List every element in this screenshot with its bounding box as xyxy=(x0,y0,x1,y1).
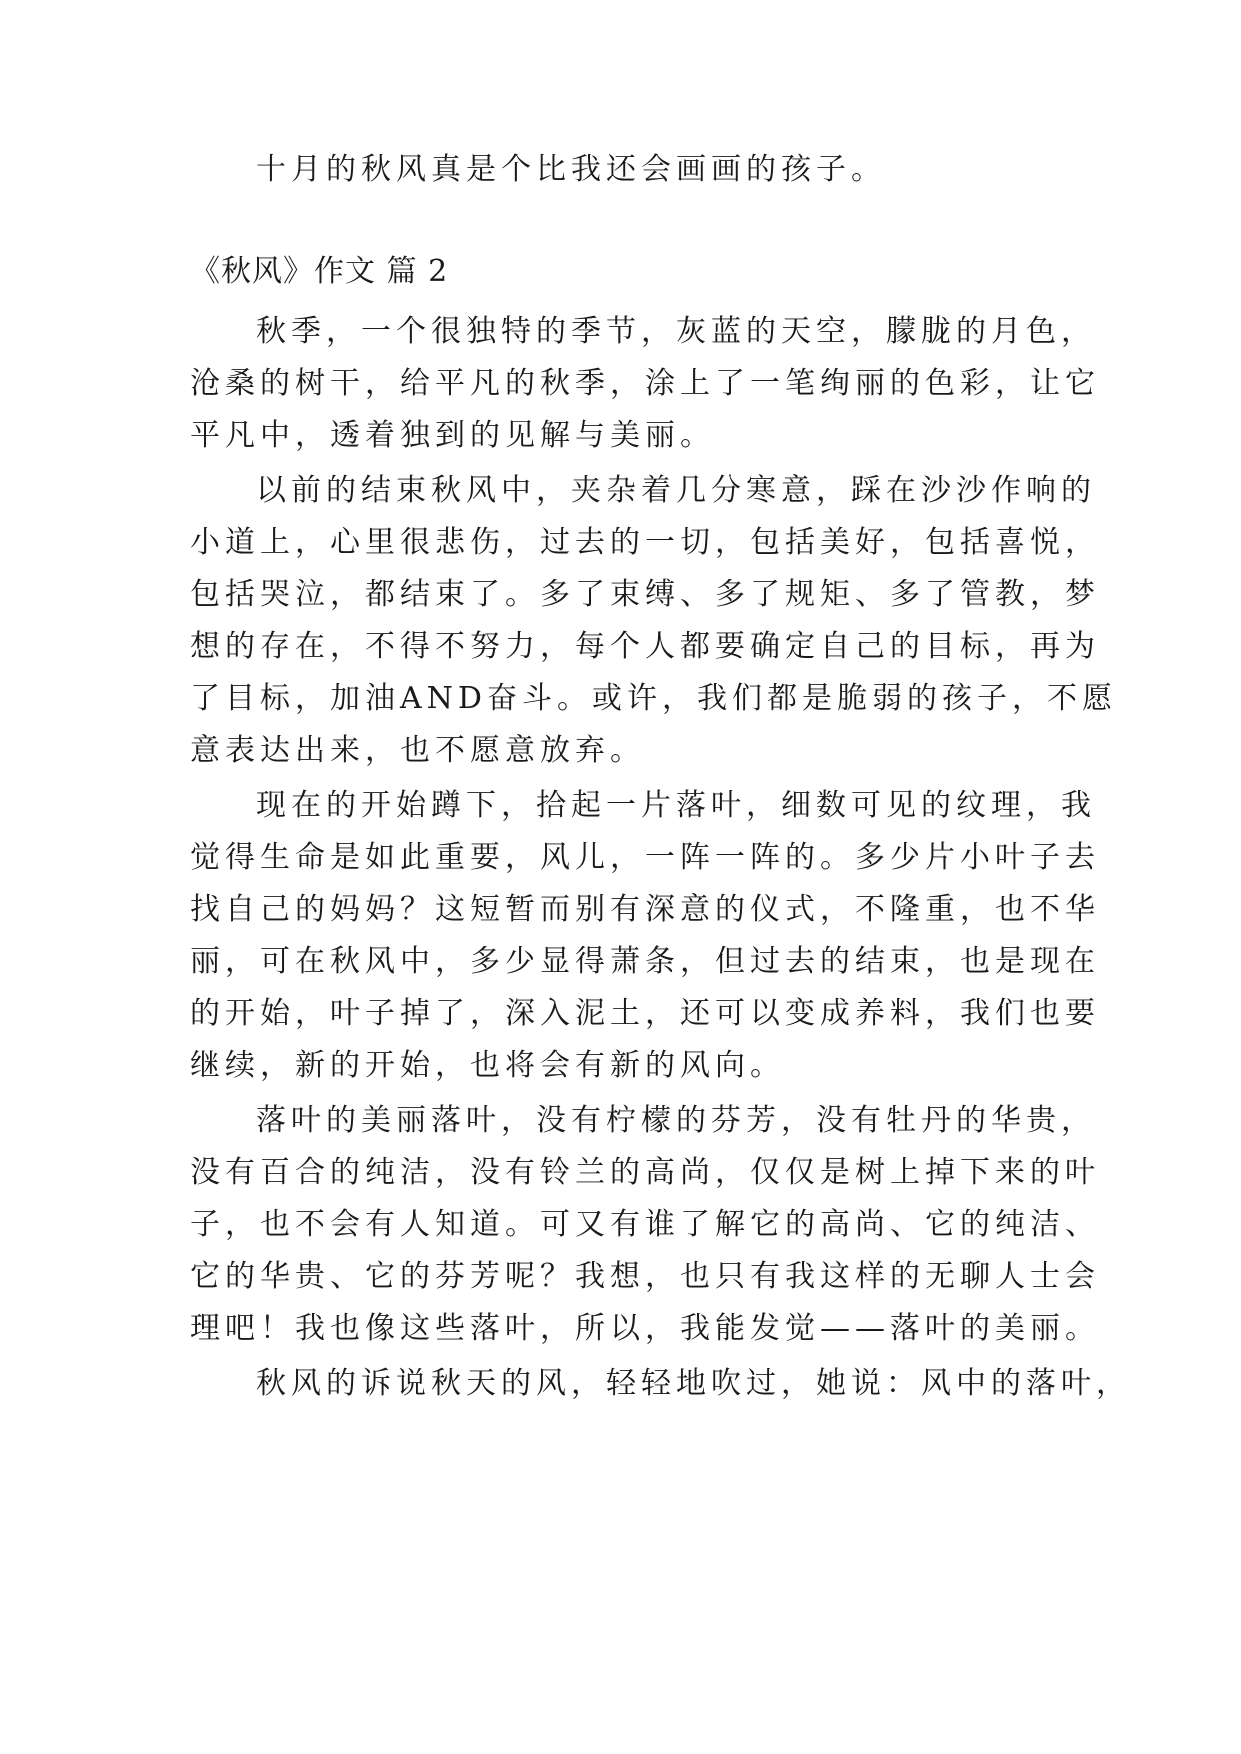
text-line: 理吧！我也像这些落叶，所以，我能发觉——落叶的美丽。 xyxy=(190,1311,1100,1346)
text-line: 意表达出来，也不愿意放弃。 xyxy=(190,733,645,768)
text-line: 现在的开始蹲下，拾起一片落叶，细数可见的纹理，我 xyxy=(256,788,1096,823)
text-line: 丽，可在秋风中，多少显得萧条，但过去的结束，也是现在 xyxy=(190,944,1100,979)
text-line: 沧桑的树干，给平凡的秋季，涂上了一笔绚丽的色彩，让它 xyxy=(190,366,1100,401)
text-line: 的开始，叶子掉了，深入泥土，还可以变成养料，我们也要 xyxy=(190,996,1100,1031)
section-heading: 《秋风》作文 篇 2 xyxy=(190,254,449,289)
text-line: 了目标，加油AND奋斗。或许，我们都是脆弱的孩子，不愿 xyxy=(190,681,1117,716)
text-line: 找自己的妈妈？这短暂而别有深意的仪式，不隆重，也不华 xyxy=(190,892,1100,927)
text-line: 它的华贵、它的芬芳呢？我想，也只有我这样的无聊人士会 xyxy=(190,1259,1100,1294)
text-line: 没有百合的纯洁，没有铃兰的高尚，仅仅是树上掉下来的叶 xyxy=(190,1155,1100,1190)
text-line: 子，也不会有人知道。可又有谁了解它的高尚、它的纯洁、 xyxy=(190,1207,1100,1242)
text-line: 想的存在，不得不努力，每个人都要确定自己的目标，再为 xyxy=(190,629,1100,664)
text-line: 小道上，心里很悲伤，过去的一切，包括美好，包括喜悦， xyxy=(190,525,1100,560)
text-line: 觉得生命是如此重要，风儿，一阵一阵的。多少片小叶子去 xyxy=(190,840,1100,875)
text-line: 落叶的美丽落叶，没有柠檬的芬芳，没有牡丹的华贵， xyxy=(256,1103,1096,1138)
text-line: 秋风的诉说秋天的风，轻轻地吹过，她说：风中的落叶， xyxy=(256,1366,1131,1401)
text-line: 秋季，一个很独特的季节，灰蓝的天空，朦胧的月色， xyxy=(256,314,1096,349)
intro-line: 十月的秋风真是个比我还会画画的孩子。 xyxy=(256,152,886,187)
text-line: 包括哭泣，都结束了。多了束缚、多了规矩、多了管教，梦 xyxy=(190,577,1100,612)
text-line: 平凡中，透着独到的见解与美丽。 xyxy=(190,418,715,453)
text-line: 以前的结束秋风中，夹杂着几分寒意，踩在沙沙作响的 xyxy=(256,473,1096,508)
text-line: 继续，新的开始，也将会有新的风向。 xyxy=(190,1048,785,1083)
